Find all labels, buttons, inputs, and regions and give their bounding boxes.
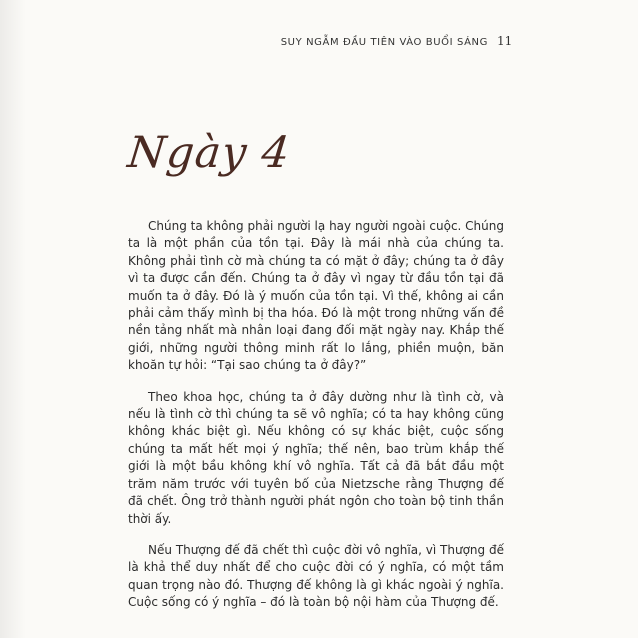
paragraph: Theo khoa học, chúng ta ở đây dường như là tình cờ, và nếu là tình cờ thì chúng ta sẽ vô nghĩa; có ta hay không cũng không khác biệt gì. Nếu không có sự khác biệt, cuộc sống chúng ta mất hết mọi ý nghĩa; thế nên, bao trùm khắp thế giới là một bầu không khí vô nghĩa. Tất cả đã bắt đầu một trăm năm trước với tuyên bố của Nietzsche rằng Thượng đế đã chết. Ông trở thành người phát ngôn cho toàn bộ tinh thần thời ấy. xyxy=(128,389,504,526)
paragraph: Nếu Thượng đế đã chết thì cuộc đời vô nghĩa, vì Thượng đế là khả thể duy nhất để cho cuộc đời có ý nghĩa, có một tầm quan trọng nào đó. Thượng đế không là gì khác ngoài ý nghĩa. Cuộc sống có ý nghĩa – đó là toàn bộ nội hàm của Thượng đế. xyxy=(128,542,504,610)
body-text xyxy=(128,218,504,626)
paragraph: Chúng ta không phải người lạ hay người ngoài cuộc. Chúng ta là một phần của tồn tại. Đây là mái nhà của chúng ta. Không phải tình cờ mà chúng ta có mặt ở đây; chúng ta ở đây vì ta được cần đến. Chúng ta ở đây vì ngay từ đầu tồn tại đã muốn ta ở đây. Đó là ý muốn của tồn tại. Vì thế, không ai cần phải cảm thấy mình bị tha hóa. Đó là một trong những vấn đề nền tảng nhất mà nhân loại đang đối mặt ngày nay. Khắp thế giới, những người thông minh rất lo lắng, phiền muộn, băn khoăn tự hỏi: “Tại sao chúng ta ở đây?” xyxy=(128,219,504,373)
running-header: SUY NGẪM ĐẦU TIÊN VÀO BUỔI SÁNG xyxy=(280,37,488,48)
page-number: 11 xyxy=(497,34,513,48)
chapter-title: Ngày 4 xyxy=(125,128,293,178)
